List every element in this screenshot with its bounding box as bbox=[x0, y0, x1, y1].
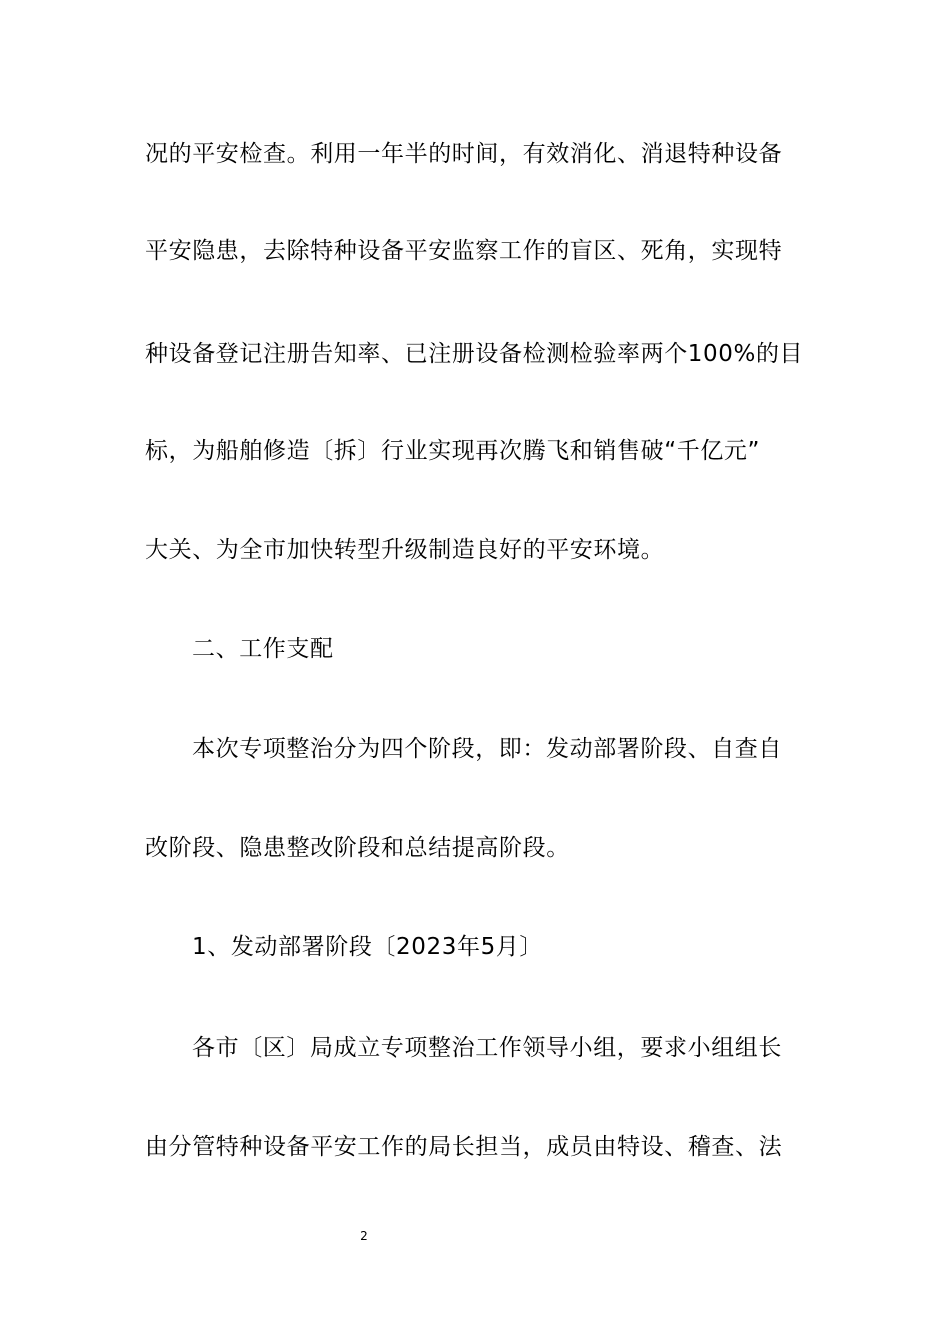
paragraph-line: 各市〔区〕局成立专项整治工作领导小组，要求小组组长 bbox=[192, 1035, 782, 1061]
paragraph-line: 标，为船舶修造〔拆〕行业实现再次腾飞和销售破“千亿元” bbox=[145, 438, 761, 464]
paragraph-line: 况的平安检查。利用一年半的时间，有效消化、消退特种设备 bbox=[145, 141, 783, 167]
paragraph-line: 平安隐患，去除特种设备平安监察工作的盲区、死角，实现特 bbox=[145, 238, 783, 264]
paragraph-line: 由分管特种设备平安工作的局长担当，成员由特设、稽查、法 bbox=[145, 1134, 783, 1160]
paragraph-line: 本次专项整治分为四个阶段，即：发动部署阶段、自查自 bbox=[192, 736, 782, 762]
page-number: 2 bbox=[360, 1229, 368, 1243]
section-heading: 二、工作支配 bbox=[192, 636, 334, 662]
paragraph-line: 改阶段、隐患整改阶段和总结提高阶段。 bbox=[145, 835, 570, 861]
paragraph-line: 大关、为全市加快转型升级制造良好的平安环境。 bbox=[145, 537, 665, 563]
paragraph-line: 种设备登记注册告知率、已注册设备检测检验率两个100%的目 bbox=[145, 341, 804, 367]
subsection-heading: 1、发动部署阶段〔2023年5月〕 bbox=[192, 934, 543, 960]
